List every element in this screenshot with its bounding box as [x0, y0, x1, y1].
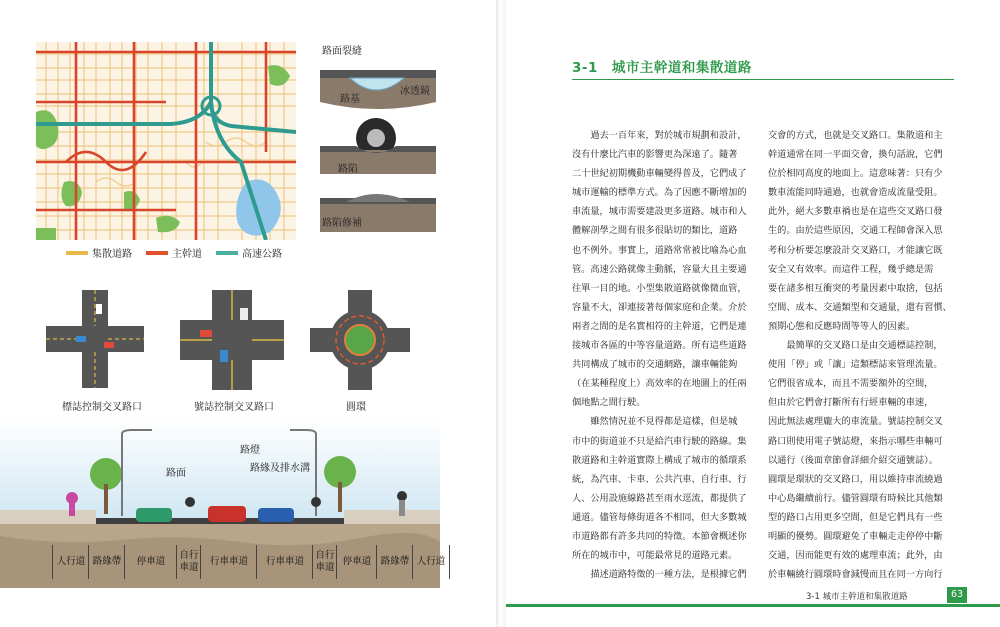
body-column-left — [572, 126, 756, 584]
body-line: 交通，因而能更有效的處理車流；此外，由 — [768, 550, 943, 562]
body-line: （在某種程度上）高效率的在地圖上的任兩 — [572, 378, 747, 390]
body-line: 過去一百年來，對於城市規劃和設計， — [572, 130, 747, 141]
body-line: 城市運輸的標準方式。為了因應不斷增加的 — [572, 187, 747, 199]
lane-label: 行車車道 — [256, 545, 313, 579]
map-legend — [66, 245, 282, 260]
legend-label: 主幹道 — [172, 249, 202, 260]
body-line: 於車輛繞行圓環時會減慢而且在同一方向行 — [768, 569, 943, 581]
body-line: 往單一目的地。小型集散道路就像微血管， — [572, 282, 747, 294]
lane-label: 路緣帶 — [88, 545, 125, 579]
body-line: 以通行（後面章節會詳細介紹交通號誌）。 — [768, 454, 938, 466]
legend-swatch-arterial — [146, 251, 168, 255]
lane-label: 停車道 — [336, 545, 377, 579]
body-line: 位於相同高度的地面上。這意味著：只有少 — [768, 168, 943, 180]
body-line: 因此無法處理龐大的車流量。號誌控制交叉 — [768, 416, 943, 428]
label-road-surface: 路面 — [166, 468, 186, 479]
body-line: 接城市各區的中等容量道路。所有這些道路 — [572, 340, 747, 352]
body-line: 人、公用設施線路甚至雨水逕流，都提供了 — [572, 492, 747, 504]
body-line: 最簡單的交叉路口是由交通標誌控制， — [768, 340, 943, 352]
body-line: 考和分析要怎麼設計交叉路口，才能讓它既 — [768, 244, 943, 256]
body-line: 明顯的優勢。圓環避免了車輛走走停停中斷 — [768, 530, 943, 542]
body-line: 空間、成本、交通類型和交通量，還有習慣、 — [768, 301, 952, 313]
right-page — [506, 0, 1000, 627]
lane-label: 自行車道 — [312, 545, 337, 579]
lane-label: 自行車道 — [176, 545, 201, 579]
lane-label: 行車車道 — [200, 545, 257, 579]
body-line: 使用「停」或「讓」這類標誌來管理流量。 — [768, 359, 943, 371]
body-line: 散道路和主幹道實際上構成了城市的循環系 — [572, 454, 747, 466]
body-line: 型的路口占用更多空間，但是它們具有一些 — [768, 511, 943, 523]
legend-label: 集散道路 — [92, 249, 132, 260]
legend-label: 高速公路 — [242, 249, 282, 260]
running-footer: 3-1 城市主幹道和集散道路 — [806, 592, 908, 602]
body-line: 預期心態和反應時間等等人的因素。 — [768, 320, 915, 332]
left-page — [0, 0, 496, 627]
body-column-right — [768, 126, 952, 584]
section-title: 3-1 城市主幹道和集散道路 — [572, 60, 752, 76]
body-line: 市中的街道並不只是給汽車行駛的路線。集 — [572, 435, 747, 447]
lane-label: 停車道 — [124, 545, 177, 579]
body-line: 體解剖學之間有很多很貼切的類比，道路 — [572, 225, 738, 237]
body-line: 兩者之間的是名實相符的主幹道，它們是連 — [572, 320, 747, 332]
label-street-lamp: 路燈 — [240, 445, 260, 456]
label-pavement-crack: 路面裂縫 — [322, 46, 362, 57]
label-pothole: 路陷 — [338, 164, 358, 175]
body-line: 共同構成了城市的交通網路，讓車輛能夠 — [572, 359, 738, 371]
body-line: 車流量，城市需要建設更多道路。城市和人 — [572, 206, 747, 218]
body-line: 中心島繼續前行。儘管圓環有時候比其他類 — [768, 492, 943, 504]
roundabout — [310, 290, 410, 390]
stop-sign-intersection — [46, 290, 144, 388]
legend-swatch-highway — [216, 251, 238, 255]
label-subgrade: 路基 — [340, 94, 360, 105]
body-line: 生的。由於這些原因，交通工程師會深入思 — [768, 225, 943, 237]
body-line: 但由於它們會打斷所有行經車輛的車速， — [768, 397, 934, 409]
body-line: 沒有什麼比汽車的影響更為深遠了。隨著 — [572, 149, 738, 161]
body-line: 此外，絕大多數車禍也是在這些交叉路口發 — [768, 206, 943, 218]
body-line: 統，為汽車、卡車、公共汽車、自行車、行 — [572, 473, 747, 485]
body-line: 市道路都有許多共同的特徵。本節會概述你 — [572, 530, 747, 542]
body-line: 也不例外。事實上，道路常常被比喻為心血 — [572, 244, 747, 256]
body-line: 管。高速公路就像主動脈，容量大且主要通 — [572, 263, 747, 275]
label-pothole-repair: 路陷修補 — [322, 218, 362, 229]
title-rule — [572, 79, 954, 80]
label-stop-intersection: 標誌控制交叉路口 — [62, 402, 142, 413]
label-roundabout: 圓環 — [346, 402, 366, 413]
label-signal-intersection: 號誌控制交叉路口 — [194, 402, 274, 413]
body-line: 二十世紀初期機動車輛變得普及，它們成了 — [572, 168, 747, 180]
legend-swatch-collector — [66, 251, 88, 255]
body-line: 它們很省成本，而且不需要額外的空間， — [768, 378, 934, 390]
body-line: 幹道通常在同一平面交會，換句話說，它們 — [768, 149, 943, 161]
body-line: 路口則使用電子號誌燈，來指示哪些車輛可 — [768, 435, 943, 447]
body-line: 雖然情況並不見得都是這樣，但是城 — [572, 416, 738, 428]
page-number: 63 — [947, 587, 967, 603]
signal-controlled-intersection — [180, 290, 284, 390]
footer-rule — [506, 604, 1000, 607]
lane-label: 路緣帶 — [376, 545, 413, 579]
body-line: 數車流能同時通過，也就會造成流量受阻。 — [768, 187, 943, 199]
body-line: 安全又有效率。而這件工程，幾乎總是需 — [768, 263, 934, 275]
body-line: 容量不大，卻連接著每個家庭和企業。介於 — [572, 301, 747, 313]
book-gutter — [496, 0, 506, 627]
body-line: 要在諸多相互衝突的考量因素中取捨，包括 — [768, 282, 943, 294]
body-line: 通道。儘管每條街道各不相同，但大多數城 — [572, 511, 747, 523]
body-line: 描述道路特徵的一種方法，是根據它們 — [572, 569, 747, 581]
label-curb-drain: 路緣及排水溝 — [250, 463, 310, 474]
body-line: 所在的城市中，可能最常見的道路元素。 — [572, 550, 738, 562]
body-line: 交會的方式，也就是交叉路口。集散道和主 — [768, 130, 943, 141]
lane-label: 人行道 — [412, 545, 450, 579]
city-road-map — [36, 42, 296, 240]
body-line: 圓環是環狀的交叉路口，用以維持車流繞過 — [768, 473, 943, 485]
body-line: 個地點之間行駛。 — [572, 397, 646, 409]
lane-label: 人行道 — [52, 545, 89, 579]
label-ice-lens: 冰透鏡 — [400, 86, 430, 97]
